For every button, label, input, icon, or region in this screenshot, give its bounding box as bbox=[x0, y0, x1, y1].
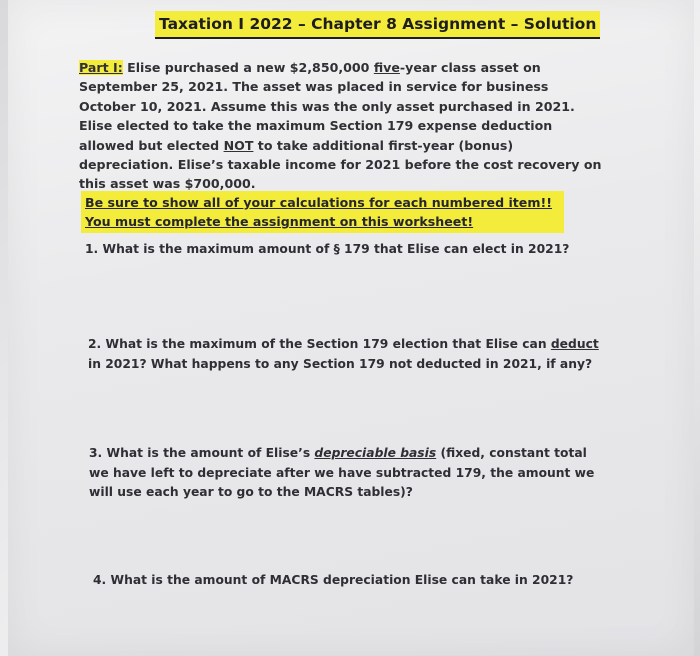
part-1-text-b: -year class asset on September 25, 2021. The asset was placed in service for business October 10, 2021. Assume this was the only asset purchased in 2021. Elise elected to take the maximum Section 179 expense deduction allowed but elected bbox=[79, 60, 575, 153]
question-3-basis: depreciable basis bbox=[314, 446, 437, 460]
part-1-paragraph bbox=[79, 58, 609, 194]
page-title: Taxation I 2022 – Chapter 8 Assignment – Solution bbox=[155, 11, 600, 39]
part-1-text-c: to take additional first-year (bonus) depreciation. Elise’s taxable income for 2021 before the cost recovery on this asset was $700,000. bbox=[79, 137, 602, 192]
instruction-banner: Be sure to show all of your calculations for each numbered item!! You must complete the assignment on this worksheet! bbox=[81, 191, 564, 233]
question-2-text-a: 2. What is the maximum of the Section 179 election that Elise can bbox=[88, 337, 551, 351]
question-3-text-a: 3. What is the amount of Elise’s bbox=[89, 446, 315, 460]
question-2-text-b: in 2021? What happens to any Section 179 not deducted in 2021, if any? bbox=[88, 356, 593, 371]
part-1-not: NOT bbox=[223, 137, 254, 153]
question-3 bbox=[89, 444, 609, 503]
worksheet-page bbox=[8, 0, 694, 656]
question-1: 1. What is the maximum amount of § 179 that Elise can elect in 2021? bbox=[85, 242, 570, 256]
question-3-text-b: (fixed, constant total we have left to depreciate after we have subtracted 179, the amount we will use each year to go to the MACRS tables)? bbox=[89, 446, 595, 499]
part-1-five: five bbox=[373, 60, 400, 75]
part-1-text-a: Elise purchased a new $2,850,000 bbox=[122, 60, 374, 75]
question-2-deduct: deduct bbox=[550, 337, 599, 351]
question-4: 4. What is the amount of MACRS depreciation Elise can take in 2021? bbox=[93, 573, 574, 587]
question-2 bbox=[88, 335, 608, 374]
part-1-label: Part I: bbox=[79, 60, 123, 75]
